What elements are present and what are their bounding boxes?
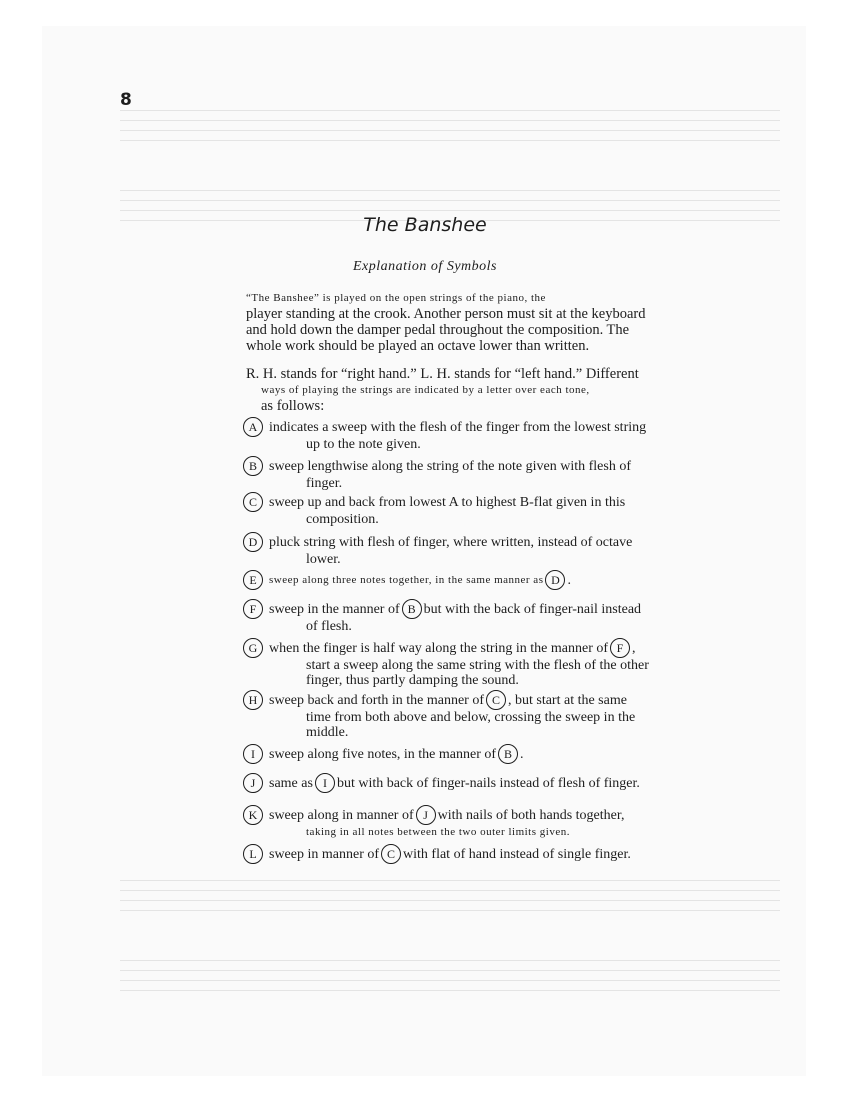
symbol-description: sweep up and back from lowest A to highest B-flat given in this: [269, 494, 626, 510]
symbol-description: when the finger is half way along the string in the manner of: [269, 640, 609, 656]
symbol-description: sweep along three notes together, in the same manner as: [269, 573, 544, 586]
symbol-description: sweep lengthwise along the string of the note given with flesh of: [269, 458, 631, 474]
symbol-letter-circle: C: [243, 492, 263, 512]
page-number: 8: [120, 90, 132, 110]
intro-paragraph: [246, 290, 698, 354]
text-line: “The Banshee” is played on the open strings of the piano, the: [246, 292, 546, 304]
symbol-description-end: ,: [632, 640, 636, 656]
symbol-reference-circle: D: [545, 570, 565, 590]
text-line: and hold down the damper pedal throughout the composition. The: [246, 322, 630, 338]
symbol-reference-circle: B: [402, 599, 422, 619]
symbol-description: indicates a sweep with the flesh of the finger from the lowest string: [269, 419, 647, 435]
symbol-description-continued: of flesh.: [306, 619, 352, 634]
text-line: ways of playing the strings are indicated by a letter over each tone,: [261, 384, 590, 396]
symbol-letter-circle: E: [243, 570, 263, 590]
symbol-description: sweep in the manner of: [269, 601, 400, 617]
symbol-description-continued: finger.: [306, 476, 343, 491]
text-line: R. H. stands for “right hand.” L. H. stands for “left hand.” Different: [246, 366, 639, 382]
symbol-item-e: [241, 570, 701, 590]
page-title: The Banshee: [363, 214, 487, 236]
symbol-item-j: [241, 773, 701, 793]
symbol-description: sweep back and forth in the manner of: [269, 692, 484, 708]
symbol-description-end: .: [567, 572, 571, 588]
section-subtitle: Explanation of Symbols: [353, 259, 497, 274]
symbol-letter-circle: F: [243, 599, 263, 619]
symbol-description-end: with flat of hand instead of single finger.: [403, 846, 631, 862]
symbol-item-i: [241, 744, 701, 764]
text-line: whole work should be played an octave lower than written.: [246, 338, 590, 354]
symbol-description-continued: time from both above and below, crossing the sweep in the: [306, 710, 636, 725]
symbol-reference-circle: F: [610, 638, 630, 658]
symbol-reference-circle: C: [486, 690, 506, 710]
symbol-description: sweep in manner of: [269, 846, 380, 862]
symbol-description-continued: taking in all notes between the two outer limits given.: [306, 826, 570, 838]
symbol-description-end: but with the back of finger-nail instead: [423, 601, 642, 617]
symbol-letter-circle: B: [243, 456, 263, 476]
symbol-reference-circle: B: [498, 744, 518, 764]
symbol-item-h: [241, 690, 701, 740]
text-line: player standing at the crook. Another person must sit at the keyboard: [246, 306, 646, 322]
symbol-description-continued: start a sweep along the same string with the flesh of the other: [306, 658, 649, 673]
symbol-reference-circle: J: [416, 805, 436, 825]
symbol-letter-circle: D: [243, 532, 263, 552]
symbol-description: same as: [269, 775, 313, 791]
symbol-letter-circle: L: [243, 844, 263, 864]
symbol-letter-circle: G: [243, 638, 263, 658]
symbol-description-end: with nails of both hands together,: [437, 807, 625, 823]
symbol-item-g: [241, 638, 701, 688]
symbol-description-end: , but start at the same: [507, 692, 627, 708]
symbol-item-b: [241, 456, 701, 491]
hands-paragraph: [246, 366, 698, 414]
symbol-letter-circle: I: [243, 744, 263, 764]
bleed-through-staff: [120, 880, 780, 922]
symbol-description-continued: middle.: [306, 725, 349, 740]
symbol-description: sweep along five notes, in the manner of: [269, 746, 497, 762]
symbol-description-end: .: [520, 746, 524, 762]
symbol-letter-circle: K: [243, 805, 263, 825]
symbol-letter-circle: J: [243, 773, 263, 793]
symbol-description-continued: up to the note given.: [306, 437, 421, 452]
symbol-item-k: [241, 805, 701, 840]
bleed-through-staff: [120, 110, 780, 152]
symbol-item-d: [241, 532, 701, 567]
symbol-description: sweep along in manner of: [269, 807, 414, 823]
symbol-letter-circle: A: [243, 417, 263, 437]
symbol-letter-circle: H: [243, 690, 263, 710]
symbol-description-continued: lower.: [306, 552, 341, 567]
text-line: as follows:: [261, 398, 325, 414]
symbol-description: pluck string with flesh of finger, where written, instead of octave: [269, 534, 633, 550]
symbol-description-continued: finger, thus partly damping the sound.: [306, 673, 519, 688]
bleed-through-staff: [120, 960, 780, 1002]
symbol-item-a: [241, 417, 701, 452]
symbol-reference-circle: C: [381, 844, 401, 864]
symbol-description-end: but with back of finger-nails instead of flesh of finger.: [336, 775, 640, 791]
symbol-description-continued: composition.: [306, 512, 379, 527]
symbol-item-l: [241, 844, 701, 864]
symbol-item-f: [241, 599, 701, 634]
symbol-reference-circle: I: [315, 773, 335, 793]
symbol-item-c: [241, 492, 701, 527]
